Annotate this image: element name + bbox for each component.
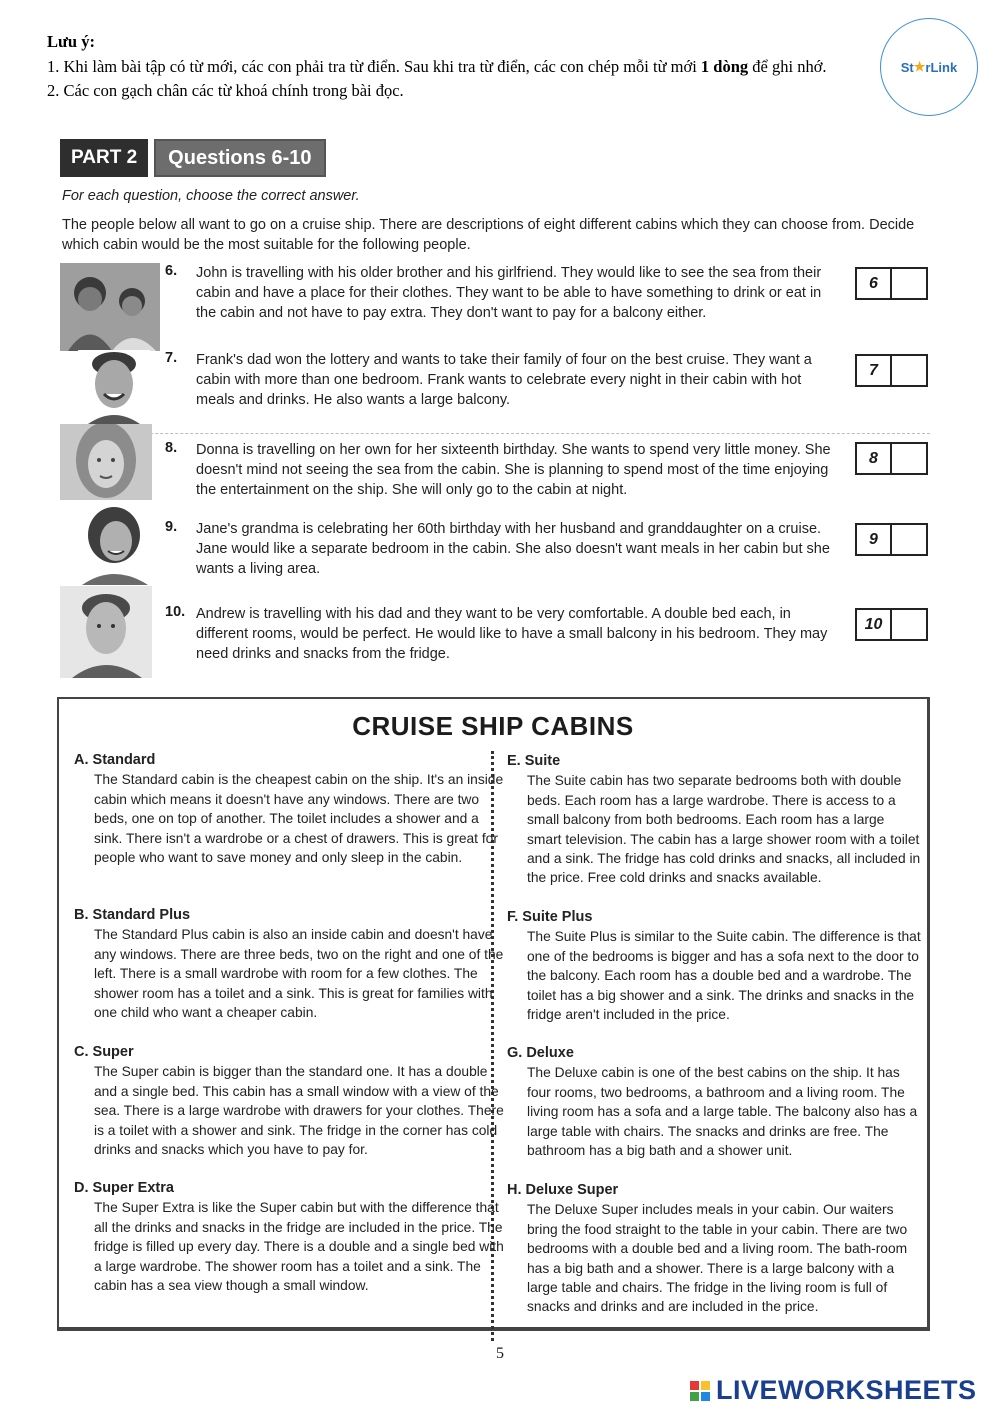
- answer-box-6[interactable]: [855, 267, 928, 300]
- cabin-title: A. Standard: [74, 752, 156, 768]
- question-text: Jane's grandma is celebrating her 60th birthday with her husband and granddaughter on a cruise. Jane would like a separate bedroom in the cabin. She also doesn't want meals in her cabin but she wants a living area.: [196, 521, 830, 577]
- brand-squares-icon: [690, 1381, 710, 1401]
- answer-box-7[interactable]: [855, 354, 928, 387]
- star-icon: ★: [913, 59, 926, 74]
- part-header: [60, 139, 326, 177]
- cabin-description: The Standard Plus cabin is also an inside cabin and doesn't have any windows. There are three beds, two on the right and one of the left. There is a small wardrobe with room for a few clothes. The shower room has a toilet and a sink. This is great for families with one child who want a cheaper cabin.: [94, 927, 504, 1021]
- note-line-1-end: để ghi nhớ.: [748, 56, 827, 76]
- answer-label: 6: [857, 269, 892, 298]
- question-number: 6.: [165, 263, 178, 279]
- question-number: 9.: [165, 519, 178, 535]
- cabin-description: The Super Extra is like the Super cabin but with the difference that all the drinks and snacks in the fridge are included in the price. The fridge is filled up every day. There is a double and a single bed with a large wardrobe. The shower room has a toilet and a sink. The cabin has a sea view though a small window.: [94, 1200, 504, 1294]
- note-line-1-bold: 1 dòng: [700, 56, 749, 76]
- answer-label: 8: [857, 444, 892, 473]
- person-photo-jane: [74, 505, 152, 585]
- cabin-title: H. Deluxe Super: [507, 1182, 619, 1198]
- person-photo-andrew: [60, 586, 152, 678]
- brand-text: LIVEWORKSHEETS: [716, 1375, 977, 1405]
- cabin-d: [74, 1179, 509, 1295]
- person-photo-donna: [60, 424, 152, 500]
- answer-label: 10: [857, 610, 892, 639]
- cabins-heading: CRUISE SHIP CABINS: [352, 711, 634, 741]
- question-text: Frank's dad won the lottery and wants to take their family of four on the best cruise. They want a cabin with more than one bedroom. Frank wants to celebrate every night in their cabin with hot meals and drinks. He also wants a large balcony.: [196, 352, 812, 408]
- liveworksheets-brand: [690, 1375, 977, 1406]
- intro-text: The people below all want to go on a cruise ship. There are descriptions of eight different cabins which they can choose from. Decide which cabin would be the most suitable for the following people.: [62, 217, 915, 253]
- cabin-description: The Super cabin is bigger than the standard one. It has a double and a single bed. This cabin has a small window with a view of the sea. There is a large wardrobe with drawers for your clothes. There is a toilet with a shower and sink. The fridge in the corner has cold drinks and snacks which you have to pay for.: [94, 1064, 504, 1158]
- question-number: 7.: [165, 350, 178, 366]
- cabin-title: G. Deluxe: [507, 1045, 574, 1061]
- note-line-2: 2. Các con gạch chân các từ khoá chính trong bài đọc.: [47, 81, 404, 100]
- cabin-h: [507, 1181, 922, 1317]
- cabin-description: The Suite Plus is similar to the Suite cabin. The difference is that one of the bedrooms is bigger and has a sofa next to the door to the balcony. Each room has a double bed and a wardrobe. The toilet has a big shower and a sink. The drinks and snacks in the fridge aren't included in the price.: [527, 929, 921, 1023]
- page-number: 5: [496, 1345, 504, 1362]
- divider-line: [60, 433, 930, 434]
- answer-input-6[interactable]: [892, 269, 926, 298]
- teacher-note: [47, 30, 847, 104]
- question-text: John is travelling with his older brother and his girlfriend. They would like to see the sea from their cabin and have a place for their clothes. They want to be able to have something to drink or eat in the cabin and not have to pay extra. They don't want to pay for a balcony either.: [196, 265, 822, 321]
- cabin-g: [507, 1044, 922, 1160]
- answer-box-10[interactable]: [855, 608, 928, 641]
- answer-input-10[interactable]: [892, 610, 926, 639]
- cabin-a: [74, 751, 509, 867]
- starlink-logo: [880, 18, 978, 116]
- answer-input-8[interactable]: [892, 444, 926, 473]
- answer-label: 9: [857, 525, 892, 554]
- logo-text-end: rLink: [925, 59, 958, 75]
- question-number: 8.: [165, 440, 178, 456]
- cabin-title: E. Suite: [507, 753, 561, 769]
- cabins-panel: [57, 697, 930, 1331]
- note-title: Lưu ý:: [47, 32, 95, 51]
- question-number: 10.: [165, 604, 186, 620]
- instruction: For each question, choose the correct answer.: [62, 188, 360, 204]
- answer-box-8[interactable]: [855, 442, 928, 475]
- person-photo-john: [60, 263, 160, 351]
- cabin-title: F. Suite Plus: [507, 909, 593, 925]
- answer-input-7[interactable]: [892, 356, 926, 385]
- note-line-1-text: 1. Khi làm bài tập có từ mới, các con phải tra từ điển. Sau khi tra từ điển, các con chép mỗi từ mới: [47, 56, 701, 76]
- cabin-title: C. Super: [74, 1044, 134, 1060]
- cabin-e: [507, 752, 922, 888]
- person-photo-frank: [78, 350, 150, 424]
- questions-range: Questions 6-10: [154, 139, 325, 177]
- cabin-title: D. Super Extra: [74, 1180, 174, 1196]
- cabin-description: The Suite cabin has two separate bedrooms both with double beds. Each room has a large wardrobe. There is access to a small balcony from both bedrooms. Each room has a large smart television. The cabin has a large shower room with a toilet and a sink. The fridge has cold drinks and snacks, all included in the price. Free cold drinks and snacks available.: [527, 773, 921, 886]
- cabin-b: [74, 906, 509, 1022]
- question-text: Andrew is travelling with his dad and they want to be very comfortable. A double bed each, in different rooms, would be perfect. He would like to have a small balcony in his bedroom. They may need drinks and snacks from the fridge.: [196, 606, 828, 662]
- cabin-f: [507, 908, 922, 1024]
- question-text: Donna is travelling on her own for her sixteenth birthday. She wants to spend very little money. She doesn't mind not seeing the sea from the cabin. She is planning to spend most of the time enjoying the entertainment on the ship. She will only go to the cabin at night.: [196, 442, 831, 498]
- part-label: PART 2: [60, 139, 148, 177]
- note-line-1: [47, 55, 847, 80]
- cabin-description: The Deluxe cabin is one of the best cabins on the ship. It has four rooms, two bedrooms, a bathroom and a living room. The living room has a sofa and a large table. The balcony also has a large table with chairs. The snacks and drinks are free. The bathroom has a big bath and a shower unit.: [527, 1065, 918, 1159]
- cabin-description: The Standard cabin is the cheapest cabin on the ship. It's an inside cabin which means it doesn't have any windows. There are two beds, one on top of another. The toilet includes a shower and a sink. There isn't a wardrobe or a chest of drawers. This is great for people who want to save money and only sleep in the cabin.: [94, 772, 504, 866]
- logo-text-start: St: [900, 59, 914, 75]
- cabin-title: B. Standard Plus: [74, 907, 191, 923]
- cabin-description: The Deluxe Super includes meals in your cabin. Our waiters bring the food straight to the table in your cabin. There are two bedrooms with a double bed and a living room. The bath-room has a big bath and a shower. There is a large balcony with a large table and chairs. The fridge in the living room is full of snacks and drinks and are included in the price.: [527, 1202, 908, 1315]
- answer-box-9[interactable]: [855, 523, 928, 556]
- answer-label: 7: [857, 356, 892, 385]
- cabin-c: [74, 1043, 509, 1159]
- answer-input-9[interactable]: [892, 525, 926, 554]
